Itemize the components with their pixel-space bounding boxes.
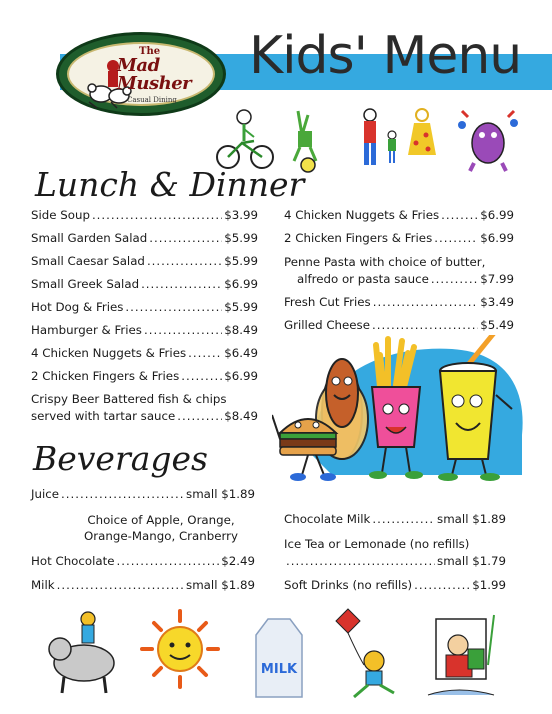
logo-tagline: Casual Dining — [127, 96, 177, 104]
purple-monster-icon — [458, 111, 518, 171]
menu-item: Chocolate Milk ..... small $1.89 — [284, 511, 506, 527]
menu-item: Hamburger & Fries ..... $8.49 — [31, 322, 258, 338]
kid-riding-dog-icon — [49, 612, 114, 693]
jumping-kid-icon — [294, 111, 316, 172]
menu-item: Hot Chocolate ..... $2.49 — [31, 553, 255, 569]
menu-item: Small Garden Salad ..... $5.99 — [31, 230, 258, 246]
family-figures-icon — [364, 109, 436, 165]
bicycle-kid-icon — [217, 110, 273, 168]
kite-kid-icon — [336, 609, 394, 697]
menu-item: Small Greek Salad ..... $6.99 — [31, 276, 258, 292]
menu-item: 2 Chicken Fingers & Fries ..... $6.99 — [31, 368, 258, 384]
menu-item: 4 Chicken Nuggets & Fries ..... $6.99 — [284, 207, 514, 223]
logo-text-mad: Mad — [117, 55, 160, 76]
page-title: Kids' Menu — [249, 26, 522, 86]
lunch-dinner-heading: Lunch & Dinner — [35, 165, 305, 204]
milk-carton-label: MILK — [260, 662, 298, 677]
menu-item: Milk ..... small $1.89 — [31, 577, 255, 593]
food-characters-illustration — [272, 335, 526, 495]
menu-item: served with tartar sauce ..... $8.49 — [31, 408, 258, 424]
fish-chips-description: Crispy Beer Battered fish & chips — [31, 392, 227, 406]
menu-item: alfredo or pasta sauce ..... $7.99 — [297, 271, 514, 287]
logo-text-musher: Musher — [117, 73, 192, 94]
menu-item: Grilled Cheese ..... $5.49 — [284, 317, 514, 333]
menu-item: Juice ..... small $1.89 — [31, 486, 255, 502]
menu-item: 4 Chicken Nuggets & Fries ..... $6.49 — [31, 345, 258, 361]
beverages-heading: Beverages — [33, 439, 208, 478]
boy-reading-icon — [428, 615, 494, 695]
juice-choices-line: Choice of Apple, Orange, — [87, 513, 235, 527]
menu-item: 2 Chicken Fingers & Fries ..... $6.99 — [284, 230, 514, 246]
sun-icon — [142, 611, 218, 687]
milk-carton-icon — [256, 619, 302, 697]
menu-item: Side Soup ..... $3.99 — [31, 207, 258, 223]
logo-text-the: The — [139, 46, 161, 57]
menu-item: Hot Dog & Fries ..... $5.99 — [31, 299, 258, 315]
ice-tea-description: Ice Tea or Lemonade (no refills) — [284, 537, 470, 551]
juice-choices-line: Orange-Mango, Cranberry — [84, 529, 238, 543]
menu-item: Small Caesar Salad ..... $5.99 — [31, 253, 258, 269]
mad-musher-logo — [56, 32, 226, 116]
menu-item: ..... small $1.79 — [284, 553, 506, 569]
pasta-description: Penne Pasta with choice of butter, — [284, 255, 486, 269]
menu-item: Soft Drinks (no refills) ..... $1.99 — [284, 577, 506, 593]
bottom-illustrations — [48, 605, 518, 705]
menu-item: Fresh Cut Fries ..... $3.49 — [284, 294, 514, 310]
hamburger-icon — [272, 415, 336, 481]
